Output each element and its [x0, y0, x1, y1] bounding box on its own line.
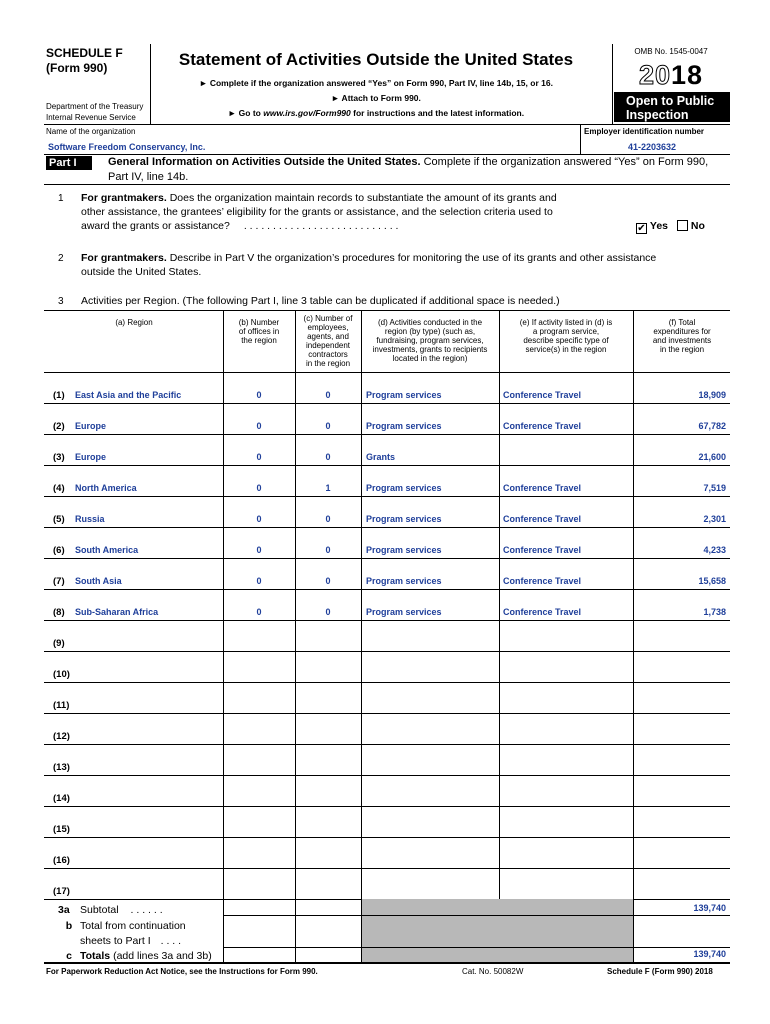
row-number: (2) [53, 421, 65, 432]
part-i-title: General Information on Activities Outside the United States. Complete if the organization answered “Yes” on Form 990, Part IV, line 14b. [108, 156, 709, 183]
activity-cell[interactable]: Grants [366, 452, 396, 462]
header-line: independent [305, 341, 351, 350]
header-line: (f) Total [668, 318, 696, 327]
col-divider-c [295, 310, 296, 962]
yes-checkbox[interactable]: ✔ [637, 223, 646, 234]
total-cell[interactable]: 67,782 [698, 421, 726, 431]
row-number: (11) [53, 700, 70, 711]
activity-cell[interactable]: Program services [366, 607, 442, 617]
employees-cell[interactable]: 1 [325, 483, 331, 493]
row-number: (17) [53, 886, 70, 897]
totals-row: c Totals (add lines 3a and 3b) [66, 950, 212, 962]
header-line: (b) Number [238, 318, 280, 327]
header-line: region (by type) (such as, [384, 327, 476, 336]
table-row-rule [44, 589, 730, 590]
header-line: (c) Number of [303, 314, 353, 323]
row-number: (14) [53, 793, 70, 804]
employees-cell[interactable]: 0 [325, 576, 331, 586]
table-row-rule [44, 713, 730, 714]
row-number: (4) [53, 483, 65, 494]
header-line: expenditures for [653, 327, 711, 336]
table-row-rule [44, 682, 730, 683]
footer-cat-number: Cat. No. 50082W [462, 967, 524, 976]
header-line: located in the region) [392, 354, 468, 363]
service-cell[interactable]: Conference Travel [503, 576, 582, 586]
header-line: in the region [305, 359, 351, 368]
table-row-rule [44, 496, 730, 497]
total-cell[interactable]: 1,738 [703, 607, 726, 617]
service-cell[interactable]: Conference Travel [503, 514, 582, 524]
schedule-id: SCHEDULE F (Form 990) [46, 46, 123, 75]
header-line: fundraising, program services, [376, 336, 484, 345]
service-cell[interactable]: Conference Travel [503, 421, 582, 431]
offices-cell[interactable]: 0 [256, 421, 262, 431]
subtotal-value[interactable]: 139,740 [693, 903, 726, 913]
service-cell[interactable]: Conference Travel [503, 545, 582, 555]
col-divider-e [499, 310, 500, 962]
service-cell[interactable]: Conference Travel [503, 390, 582, 400]
total-cell[interactable]: 21,600 [698, 452, 726, 462]
col-divider-b [223, 310, 224, 962]
employees-cell[interactable]: 0 [325, 421, 331, 431]
line-1-answer [636, 219, 705, 234]
offices-cell[interactable]: 0 [256, 576, 262, 586]
table-top-rule [44, 310, 730, 311]
col-c-header [296, 314, 360, 368]
header-bottom-rule [44, 124, 730, 125]
line-1-number: 1 [58, 193, 64, 204]
activity-cell[interactable]: Program services [366, 545, 442, 555]
no-checkbox[interactable] [677, 220, 688, 231]
table-row-rule [44, 651, 730, 652]
instruction-attach: ► Attach to Form 990. [331, 93, 421, 103]
header-line: in the region [659, 345, 705, 354]
offices-cell[interactable]: 0 [256, 390, 262, 400]
region-cell[interactable]: Europe [75, 421, 107, 431]
service-cell[interactable]: Conference Travel [503, 607, 582, 617]
no-label: No [690, 220, 705, 232]
footer-rule [44, 962, 730, 964]
activity-cell[interactable]: Program services [366, 421, 442, 431]
header-line: (a) Region [115, 318, 153, 327]
header-line: service(s) in the region [525, 345, 607, 354]
footer-schedule-id: Schedule F (Form 990) 2018 [607, 967, 713, 976]
row-number: (3) [53, 452, 65, 463]
subtotal-row: 3a Subtotal . . . . . . [58, 904, 163, 916]
region-cell[interactable]: Europe [75, 452, 107, 462]
table-row-rule [44, 744, 730, 745]
table-row-rule [44, 620, 730, 621]
total-cell[interactable]: 2,301 [703, 514, 726, 524]
row-number: (6) [53, 545, 65, 556]
region-cell[interactable]: Russia [75, 514, 105, 524]
employees-cell[interactable]: 0 [325, 514, 331, 524]
row-number: (13) [53, 762, 70, 773]
row-number: (1) [53, 390, 65, 401]
line-3-number: 3 [58, 296, 64, 307]
region-cell[interactable]: North America [75, 483, 137, 493]
table-row-rule [44, 434, 730, 435]
region-cell[interactable]: South America [75, 545, 139, 555]
activity-cell[interactable]: Program services [366, 390, 442, 400]
table-row-rule [44, 527, 730, 528]
totals-value[interactable]: 139,740 [693, 949, 726, 959]
header-line: (e) If activity listed in (d) is [519, 318, 613, 327]
header-line: of offices in [238, 327, 280, 336]
activity-cell[interactable]: Program services [366, 483, 442, 493]
open-to-public-badge: Open to Public Inspection [614, 92, 730, 122]
row-number: (7) [53, 576, 65, 587]
header-divider-left [150, 44, 151, 124]
footer-paperwork-notice: For Paperwork Reduction Act Notice, see the Instructions for Form 990. [46, 967, 318, 976]
col-b-header [224, 318, 294, 345]
region-cell[interactable]: East Asia and the Pacific [75, 390, 182, 400]
col-d-header [362, 318, 498, 363]
table-row-rule [44, 775, 730, 776]
line-3-text: Activities per Region. (The following Part I, line 3 table can be duplicated if additional space is needed.) [81, 295, 560, 307]
employees-cell[interactable]: 0 [325, 607, 331, 617]
line-2-text: For grantmakers. Describe in Part V the organization’s procedures for monitoring the use of its grants and other assistance outside the United States. [81, 252, 657, 278]
row-number: (15) [53, 824, 70, 835]
department: Department of the Treasury Internal Revenue Service [46, 102, 144, 122]
line-2-number: 2 [58, 253, 64, 264]
offices-cell[interactable]: 0 [256, 545, 262, 555]
header-line: describe specific type of [523, 336, 609, 345]
total-cell[interactable]: 7,519 [703, 483, 726, 493]
shaded-area [362, 899, 633, 962]
employees-cell[interactable]: 0 [325, 452, 331, 462]
instruction-website: ► Go to www.irs.gov/Form990 for instructions and the latest information. [227, 108, 525, 118]
col-f-header [634, 318, 730, 354]
employees-cell[interactable]: 0 [325, 545, 331, 555]
header-line: the region [241, 336, 277, 345]
org-name-value[interactable]: Software Freedom Conservancy, Inc. [48, 142, 206, 152]
part-i-badge: Part I [46, 156, 92, 170]
table-row-rule [44, 837, 730, 838]
table-row-rule [44, 806, 730, 807]
header-line: and investments [652, 336, 712, 345]
table-row-rule [44, 868, 730, 869]
header-line: agents, and [307, 332, 349, 341]
org-name-label: Name of the organization [46, 127, 136, 136]
subtotal-rule [224, 915, 730, 916]
employees-cell[interactable]: 0 [325, 390, 331, 400]
col-divider-f [633, 310, 634, 962]
total-cell[interactable]: 4,233 [703, 545, 726, 555]
header-line: (d) Activities conducted in the [377, 318, 483, 327]
activity-cell[interactable]: Program services [366, 576, 442, 586]
form-title: Statement of Activities Outside the United States [178, 50, 574, 69]
header-line: contractors [308, 350, 348, 359]
irs-link[interactable]: www.irs.gov/Form990 [263, 108, 351, 118]
row-number: (10) [53, 669, 70, 680]
col-a-header [46, 318, 222, 327]
part-i-rule [44, 184, 730, 185]
activity-cell[interactable]: Program services [366, 514, 442, 524]
total-cell[interactable]: 15,658 [698, 576, 726, 586]
table-row-rule [44, 558, 730, 559]
table-row-rule [44, 403, 730, 404]
omb-number: OMB No. 1545-0047 [634, 47, 708, 56]
yes-label: Yes [649, 220, 669, 232]
offices-cell[interactable]: 0 [256, 483, 262, 493]
row-number: (16) [53, 855, 70, 866]
offices-cell[interactable]: 0 [256, 607, 262, 617]
ein-label: Employer identification number [584, 127, 705, 136]
line-1-text: For grantmakers. Does the organization maintain records to substantiate the amount of its grants and other assistance, the grantees’ eligibility for the grants or assistance, and the selection criteria used to award the grants or assistance? . . . . . . . . . . . . . . . . . . . . . . . . . . . [81, 192, 557, 232]
continuation-rule [224, 947, 730, 948]
row-number: (8) [53, 607, 65, 618]
instruction-complete: ► Complete if the organization answered “Yes” on Form 990, Part IV, line 14b, 15, or 16. [199, 78, 553, 88]
region-cell[interactable]: South Asia [75, 576, 122, 586]
continuation-row: b Total from continuation sheets to Part I . . . . [65, 920, 186, 947]
table-header-rule [44, 372, 730, 373]
offices-cell[interactable]: 0 [256, 452, 262, 462]
ein-value[interactable]: 41-2203632 [628, 142, 677, 152]
col-e-header [500, 318, 632, 354]
row-number: (5) [53, 514, 65, 525]
service-cell[interactable]: Conference Travel [503, 483, 582, 493]
tax-year: 2018 [638, 60, 704, 90]
header-line: employees, [307, 323, 349, 332]
table-row-rule [44, 465, 730, 466]
row-number: (9) [53, 638, 65, 649]
header-line: a program service, [532, 327, 600, 336]
ein-divider [580, 124, 581, 154]
offices-cell[interactable]: 0 [256, 514, 262, 524]
header-line: investments, grants to recipients [372, 345, 488, 354]
total-cell[interactable]: 18,909 [698, 390, 726, 400]
row-number: (12) [53, 731, 70, 742]
col-divider-d [361, 310, 362, 962]
region-cell[interactable]: Sub-Saharan Africa [75, 607, 159, 617]
